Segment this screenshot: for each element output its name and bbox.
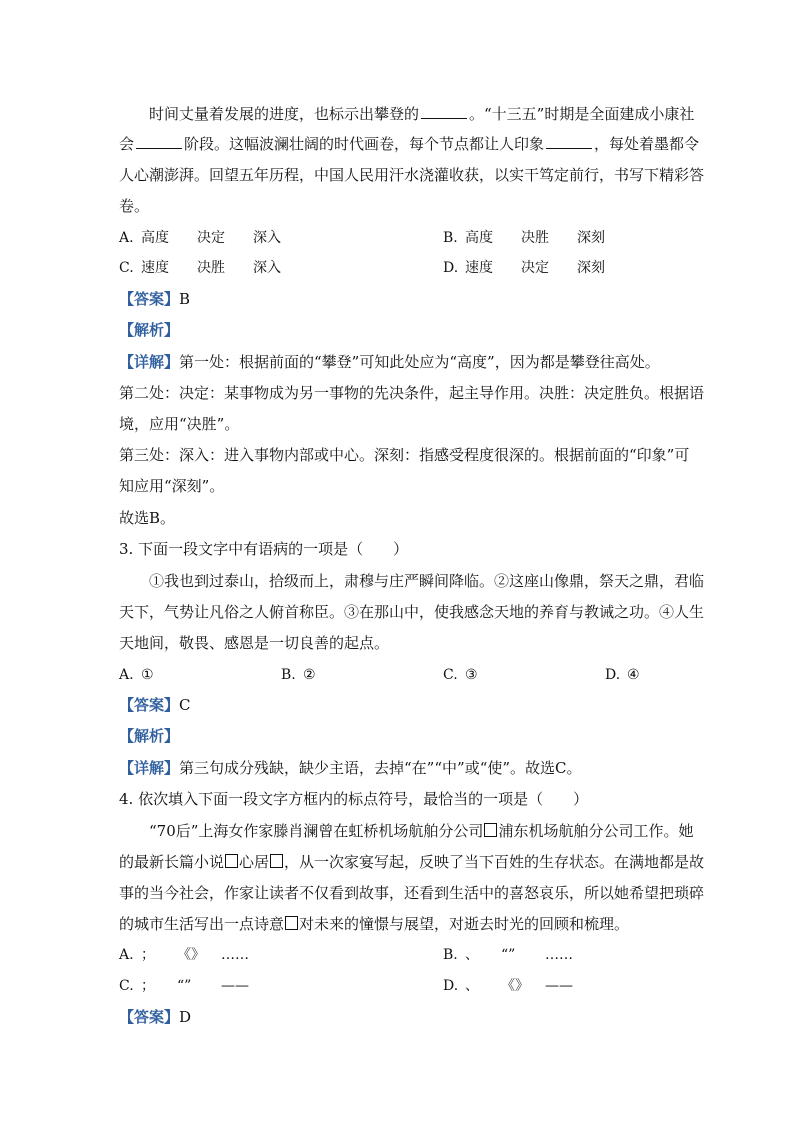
q4-passage-line-4	[119, 914, 629, 934]
q2-detail-line-5: 知应用“深刻”。	[119, 477, 225, 495]
q4-option-c	[119, 976, 249, 996]
option-label: B.	[443, 230, 458, 246]
fill-blank	[421, 104, 467, 119]
option-label: C.	[443, 667, 458, 683]
option-value: ②	[303, 667, 316, 683]
text: 对未来的憧憬与展望，对逝去时光的回顾和梳理。	[299, 915, 630, 933]
q3-option-d	[605, 665, 640, 685]
punctuation-box	[270, 854, 283, 868]
answer-tag: 【答案】	[119, 696, 180, 714]
option-mark: ——	[545, 978, 573, 994]
punctuation-box	[225, 854, 238, 868]
text: 第三句成分残缺，缺少主语，去掉“在”“中”或“使”。故选C。	[179, 759, 582, 777]
q3-answer	[119, 695, 191, 715]
text: 第一处：根据前面的“攀登”可知此处应为“高度”，因为都是攀登往高处。	[179, 353, 660, 371]
q4-option-b	[443, 945, 573, 965]
q2-analysis-tag	[119, 320, 179, 340]
option-word: 速度	[465, 260, 493, 276]
punctuation-box	[285, 916, 298, 930]
q3-passage-line-2: 天下，气势让凡俗之人俯首称臣。③在那山中，使我感念天地的养育与教诫之功。④人生	[119, 603, 705, 621]
q4-stem: 4. 依次填入下面一段文字方框内的标点符号，最恰当的一项是（ ）	[119, 790, 589, 808]
option-value: ④	[627, 667, 640, 683]
option-word: 决胜	[521, 230, 549, 246]
q2-passage-line-4: 卷。	[119, 197, 150, 215]
q2-detail-line-2: 第二处：决定：某事物成为另一事物的先决条件，起主导作用。决胜：决定胜负。根据语	[119, 384, 705, 402]
q2-detail-line-4: 第三处：深入：进入事物内部或中心。深刻：指感受程度很深的。根据前面的“印象”可	[119, 446, 690, 464]
option-mark: ……	[545, 947, 573, 963]
text: 。“十三五”时期是全面建成小康社	[469, 105, 695, 123]
option-label: A.	[119, 230, 134, 246]
option-label: A.	[119, 947, 134, 963]
q2-detail-line-3: 境，应用“决胜”。	[119, 415, 240, 433]
punctuation-box	[484, 823, 497, 837]
q2-passage-line-3: 人心潮澎湃。回望五年历程，中国人民用汗水浇灌收获，以实干笃定前行，书写下精彩答	[119, 166, 705, 184]
option-label: C.	[119, 260, 134, 276]
option-word: 决胜	[197, 260, 225, 276]
option-word: 深入	[253, 230, 281, 246]
fill-blank	[546, 134, 592, 149]
text: ，从一次家宴写起，反映了当下百姓的生存状态。在满地都是故	[284, 853, 705, 871]
text: 时间丈量着发展的进度，也标示出攀登的	[149, 105, 420, 123]
q3-option-c	[443, 665, 478, 685]
analysis-tag: 【解析】	[119, 321, 180, 339]
q4-option-d	[443, 976, 573, 996]
q3-stem: 3. 下面一段文字中有语病的一项是（ ）	[119, 540, 409, 558]
option-mark: “”	[501, 947, 516, 963]
option-word: 高度	[465, 230, 493, 246]
option-word: 决定	[521, 260, 549, 276]
option-mark: ；	[141, 978, 155, 994]
text: “70后”上海女作家滕肖澜曾在虹桥机场航舶分公司	[149, 822, 484, 840]
option-word: 深入	[253, 260, 281, 276]
text: 会	[119, 135, 135, 153]
option-label: A.	[119, 667, 134, 683]
q4-option-a	[119, 945, 249, 965]
option-mark: ——	[221, 978, 249, 994]
answer-tag: 【答案】	[119, 1008, 180, 1026]
q2-option-d	[443, 258, 605, 278]
answer-value: C	[179, 696, 191, 714]
fill-blank	[136, 134, 182, 149]
text: 的最新长篇小说	[119, 853, 225, 871]
option-word: 决定	[197, 230, 225, 246]
q3-analysis-tag	[119, 726, 179, 746]
option-label: D.	[443, 978, 459, 994]
answer-value: D	[179, 1008, 192, 1026]
option-value: ③	[465, 667, 478, 683]
q4-passage-line-2	[119, 852, 704, 872]
option-label: B.	[281, 667, 296, 683]
option-mark: ；	[141, 947, 155, 963]
q4-answer	[119, 1007, 191, 1027]
q3-option-b	[281, 665, 316, 685]
q2-conclusion: 故选B。	[119, 509, 176, 527]
q3-option-a	[119, 665, 154, 685]
option-mark: ……	[221, 947, 249, 963]
option-label: D.	[443, 260, 459, 276]
q2-answer	[119, 289, 190, 309]
q2-option-c	[119, 258, 281, 278]
q2-passage-line-2	[119, 134, 699, 154]
option-value: ①	[141, 667, 154, 683]
option-label: C.	[119, 978, 134, 994]
option-mark: 、	[465, 947, 479, 963]
text: 阶段。这幅波澜壮阔的时代画卷，每个节点都让人印象	[184, 135, 545, 153]
q3-detail	[119, 758, 582, 778]
detail-tag: 【详解】	[119, 759, 180, 777]
analysis-tag: 【解析】	[119, 727, 180, 745]
option-mark: 《》	[501, 978, 529, 994]
q4-passage-line-3: 事的当今社会，作家让读者不仅看到故事，还看到生活中的喜怒哀乐，所以她希望把琐碎	[119, 884, 705, 902]
text: 浦东机场航舶分公司工作。她	[498, 822, 694, 840]
q4-passage-line-1	[149, 821, 693, 841]
text: ，每处着墨都令	[594, 135, 700, 153]
answer-tag: 【答案】	[119, 290, 180, 308]
option-label: D.	[605, 667, 621, 683]
option-mark: “”	[177, 978, 192, 994]
text: 心居	[239, 853, 270, 871]
option-mark: 、	[465, 978, 479, 994]
option-label: B.	[443, 947, 458, 963]
q2-detail-line-1	[119, 352, 660, 372]
detail-tag: 【详解】	[119, 353, 180, 371]
q2-passage-line-1	[149, 104, 694, 124]
option-word: 高度	[141, 230, 169, 246]
answer-value: B	[179, 290, 191, 308]
q2-option-b	[443, 228, 605, 248]
q3-passage-line-3: 天地间，敬畏、感恩是一切良善的起点。	[119, 634, 390, 652]
option-word: 速度	[141, 260, 169, 276]
option-word: 深刻	[577, 260, 605, 276]
text: 的城市生活写出一点诗意	[119, 915, 285, 933]
option-word: 深刻	[577, 230, 605, 246]
q2-option-a	[119, 228, 281, 248]
option-mark: 《》	[177, 947, 205, 963]
q3-passage-line-1: ①我也到过泰山，拾级而上，肃穆与庄严瞬间降临。②这座山像鼎，祭天之鼎，君临	[149, 572, 705, 590]
